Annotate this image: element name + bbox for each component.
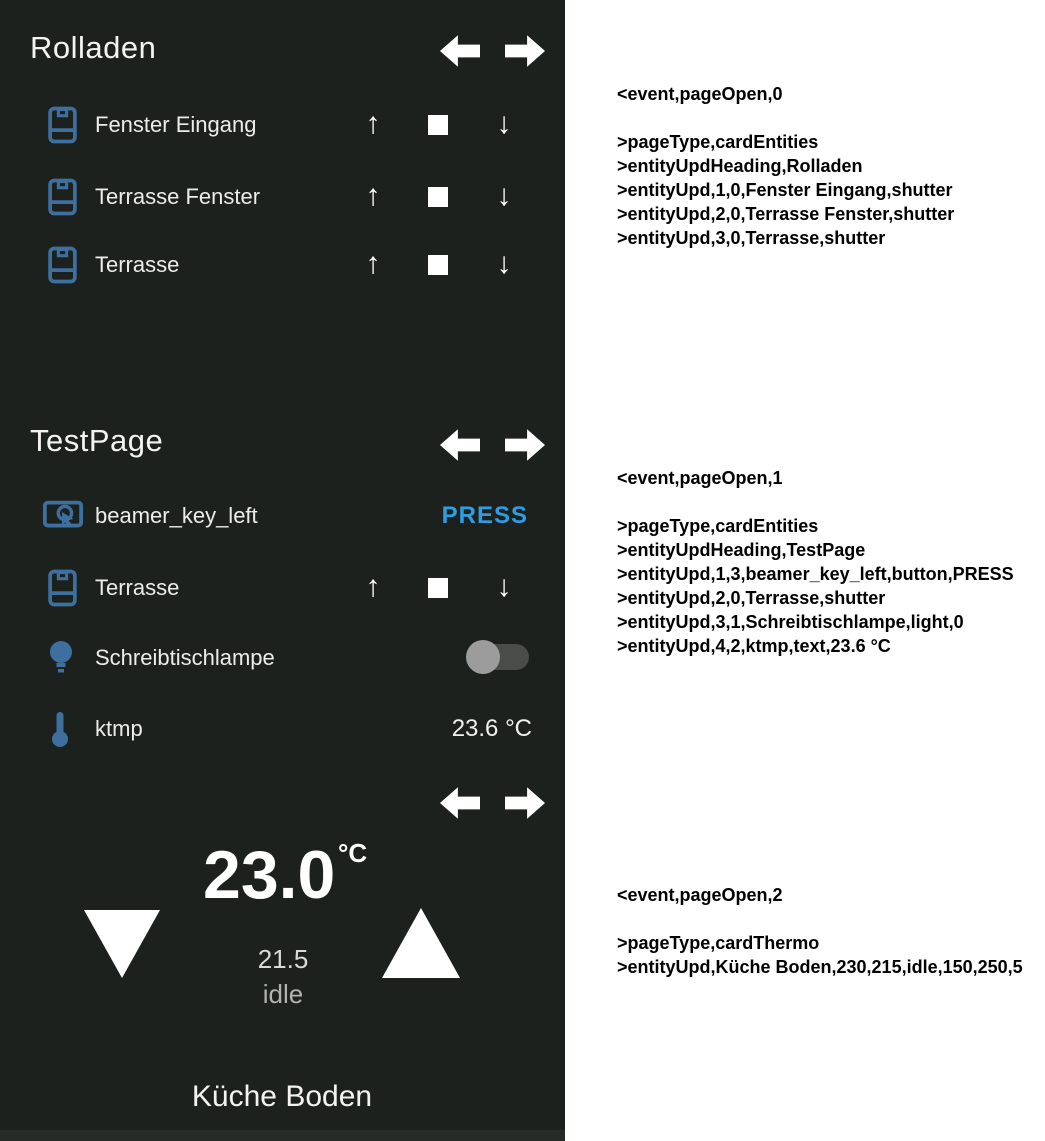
shutter-stop-button[interactable] bbox=[428, 115, 448, 135]
entity-row-terrasse-fenster bbox=[0, 176, 565, 218]
protocol-line: >entityUpd,2,0,Terrasse Fenster,shutter bbox=[617, 204, 955, 224]
entity-label: Terrasse bbox=[95, 252, 180, 277]
protocol-line: >entityUpd,4,2,ktmp,text,23.6 °C bbox=[617, 636, 891, 656]
protocol-block-page1 bbox=[617, 466, 1042, 658]
protocol-gap bbox=[617, 490, 1042, 514]
decrease-temp-button[interactable] bbox=[84, 910, 160, 978]
nav-right-icon[interactable] bbox=[505, 427, 545, 463]
shutter-icon bbox=[46, 105, 79, 145]
shutter-down-button[interactable]: ↓ bbox=[496, 570, 512, 603]
nav-left-icon[interactable] bbox=[440, 427, 480, 463]
shutter-icon bbox=[46, 177, 79, 217]
protocol-line: >entityUpd,Küche Boden,230,215,idle,150,250,5 bbox=[617, 957, 1023, 977]
protocol-line: >entityUpd,3,1,Schreibtischlampe,light,0 bbox=[617, 612, 964, 632]
light-toggle-switch[interactable] bbox=[467, 644, 529, 670]
protocol-event-line: <event,pageOpen,0 bbox=[617, 84, 783, 104]
temperature-value: 23.6 °C bbox=[451, 715, 532, 742]
entity-label: Fenster Eingang bbox=[95, 112, 257, 137]
current-temperature: 23.0 bbox=[203, 837, 336, 913]
card-rolladen-title: Rolladen bbox=[30, 30, 157, 65]
toggle-knob bbox=[466, 640, 500, 674]
card-testpage-title: TestPage bbox=[30, 423, 164, 458]
shutter-stop-button[interactable] bbox=[428, 578, 448, 598]
nav-left-icon[interactable] bbox=[440, 33, 480, 69]
entity-row-ktmp bbox=[0, 708, 565, 750]
entity-row-terrasse bbox=[0, 244, 565, 286]
hvac-status: idle bbox=[262, 979, 304, 1009]
entity-label: Terrasse bbox=[95, 575, 180, 600]
protocol-line: >pageType,cardEntities bbox=[617, 516, 819, 536]
target-temperature: 21.5 bbox=[257, 944, 309, 974]
shutter-up-button[interactable]: ↑ bbox=[365, 179, 381, 212]
protocol-line: >entityUpd,2,0,Terrasse,shutter bbox=[617, 588, 886, 608]
thermometer-icon bbox=[50, 710, 70, 748]
shutter-down-button[interactable]: ↓ bbox=[496, 247, 512, 280]
shutter-stop-button[interactable] bbox=[428, 255, 448, 275]
protocol-line: >entityUpdHeading,Rolladen bbox=[617, 156, 863, 176]
protocol-block-page2 bbox=[617, 883, 1042, 979]
protocol-gap bbox=[617, 907, 1042, 931]
nav-right-icon[interactable] bbox=[505, 33, 545, 69]
entity-label: beamer_key_left bbox=[95, 503, 258, 528]
shutter-down-button[interactable]: ↓ bbox=[496, 107, 512, 140]
protocol-event-line: <event,pageOpen,2 bbox=[617, 885, 783, 905]
entity-row-fenster-eingang bbox=[0, 104, 565, 146]
entity-label: Schreibtischlampe bbox=[95, 645, 275, 670]
press-button[interactable]: PRESS bbox=[441, 502, 528, 529]
protocol-gap bbox=[617, 106, 1042, 130]
entity-row-terrasse bbox=[0, 567, 565, 609]
protocol-event-line: <event,pageOpen,1 bbox=[617, 468, 783, 488]
shutter-icon bbox=[46, 245, 79, 285]
protocol-line: >entityUpdHeading,TestPage bbox=[617, 540, 866, 560]
button-tap-icon bbox=[42, 496, 84, 536]
shutter-icon bbox=[46, 568, 79, 608]
strip-bottom-edge bbox=[0, 1130, 565, 1141]
protocol-line: >pageType,cardEntities bbox=[617, 132, 819, 152]
shutter-up-button[interactable]: ↑ bbox=[365, 570, 381, 603]
protocol-line: >entityUpd,1,0,Fenster Eingang,shutter bbox=[617, 180, 953, 200]
shutter-down-button[interactable]: ↓ bbox=[496, 179, 512, 212]
nav-right-icon[interactable] bbox=[505, 785, 545, 821]
protocol-line: >pageType,cardThermo bbox=[617, 933, 820, 953]
protocol-block-page0 bbox=[617, 82, 1042, 250]
increase-temp-button[interactable] bbox=[382, 908, 460, 978]
protocol-line: >entityUpd,3,0,Terrasse,shutter bbox=[617, 228, 886, 248]
shutter-up-button[interactable]: ↑ bbox=[365, 247, 381, 280]
thermostat-name: Küche Boden bbox=[191, 1080, 373, 1113]
shutter-stop-button[interactable] bbox=[428, 187, 448, 207]
shutter-up-button[interactable]: ↑ bbox=[365, 107, 381, 140]
entity-row-beamer-key-left bbox=[0, 495, 565, 537]
entity-label: ktmp bbox=[95, 716, 143, 741]
protocol-line: >entityUpd,1,3,beamer_key_left,button,PRESS bbox=[617, 564, 1014, 584]
temperature-unit: °C bbox=[338, 838, 368, 868]
lightbulb-icon bbox=[47, 639, 75, 675]
nav-left-icon[interactable] bbox=[440, 785, 480, 821]
entity-label: Terrasse Fenster bbox=[95, 184, 261, 209]
